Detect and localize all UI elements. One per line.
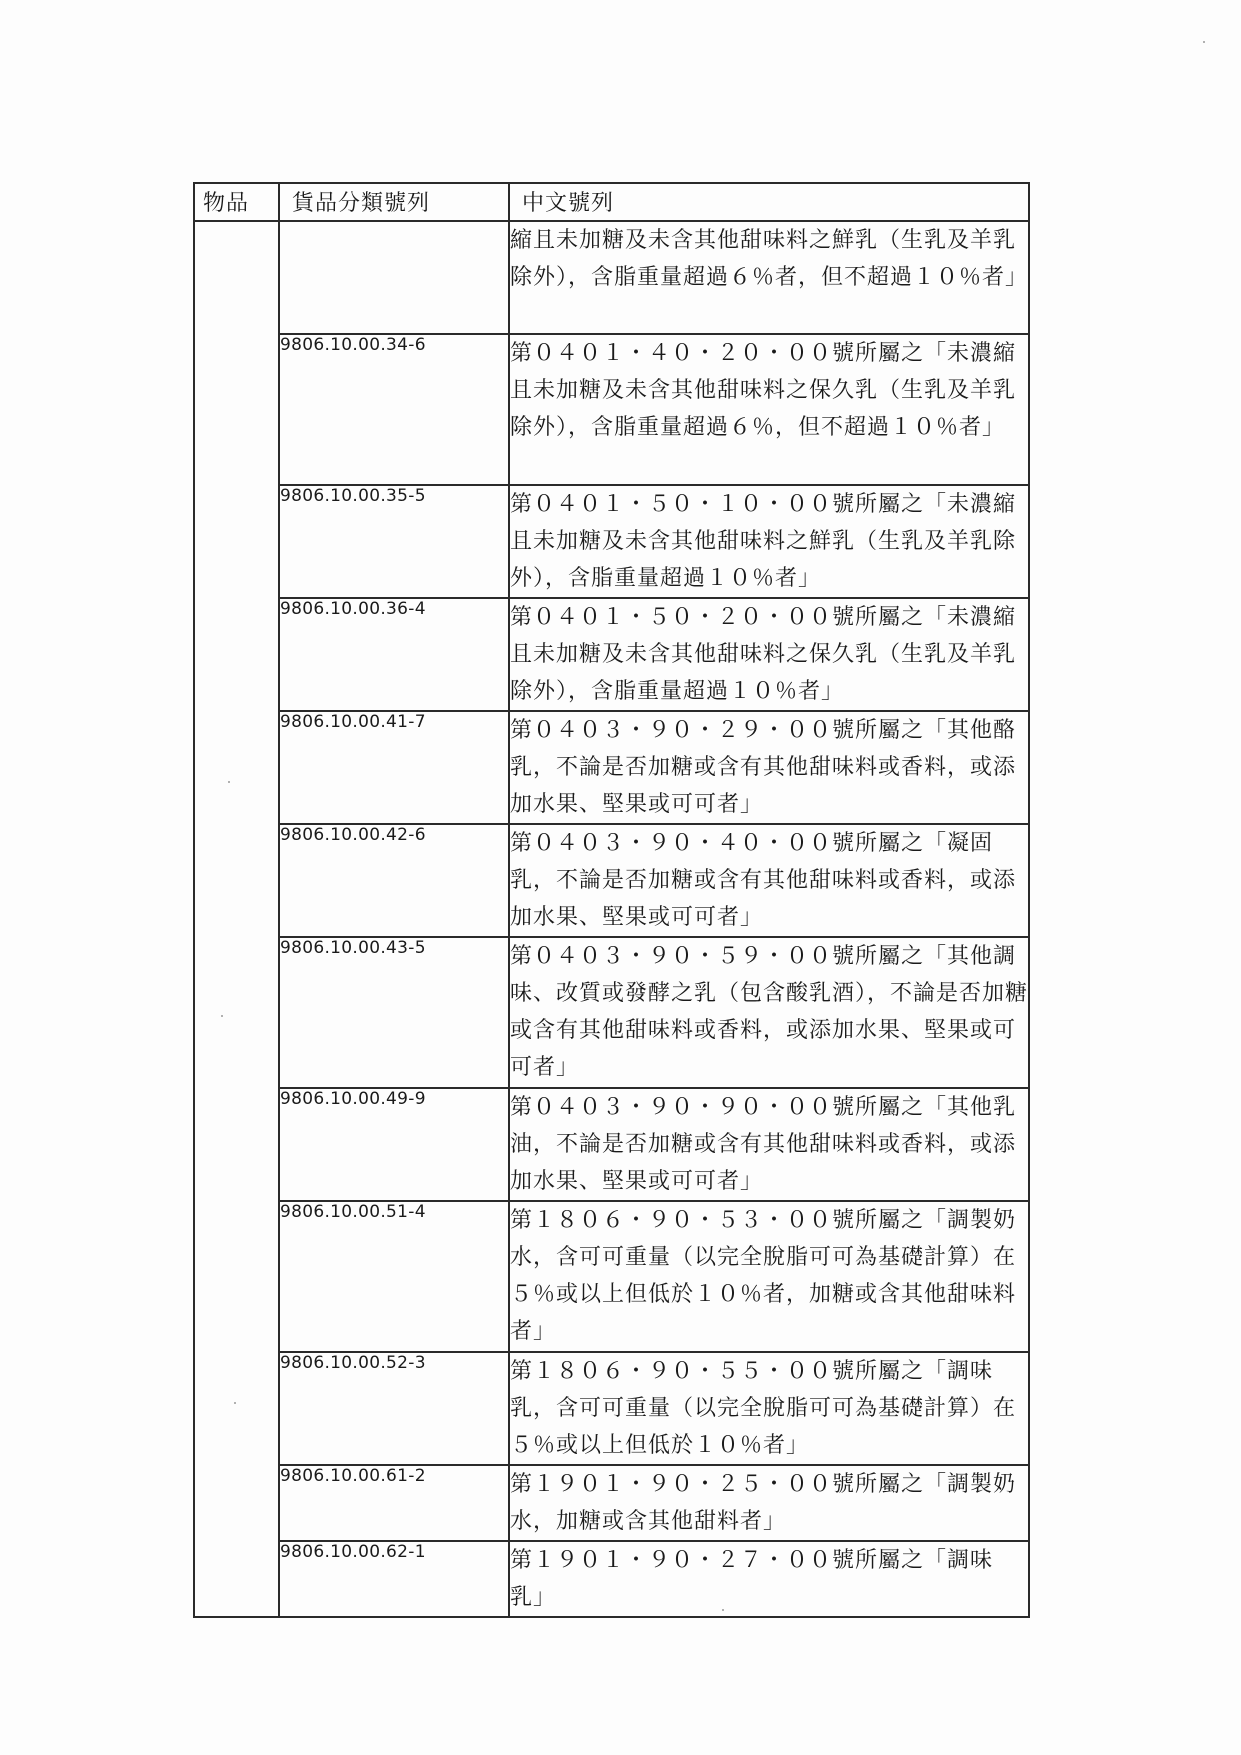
- scan-speck: [722, 1609, 724, 1611]
- description-cell: 第０４０３・９０・２９・００號所屬之「其他酪乳，不論是否加糖或含有其他甜味料或香料，或添加水果、堅果或可可者」: [509, 711, 1029, 824]
- description-cell: 第１９０１・９０・２７・００號所屬之「調味乳」: [509, 1541, 1029, 1617]
- code-cell: 9806.10.00.52-3: [279, 1352, 509, 1465]
- table-row: [194, 1465, 1029, 1541]
- scan-speck: [221, 1015, 223, 1017]
- table-row: [194, 1541, 1029, 1617]
- code-cell: 9806.10.00.35-5: [279, 485, 509, 598]
- description-cell: 第０４０３・９０・９０・００號所屬之「其他乳油，不論是否加糖或含有其他甜味料或香料，或添加水果、堅果或可可者」: [509, 1088, 1029, 1201]
- tariff-table: [193, 182, 1030, 1618]
- scan-speck: [228, 781, 230, 783]
- description-cell: 第０４０３・９０・５９・００號所屬之「其他調味、改質或發酵之乳（包含酸乳酒），不論是否加糖或含有其他甜味料或香料，或添加水果、堅果或可可者」: [509, 937, 1029, 1088]
- description-cell: 第１８０６・９０・５３・００號所屬之「調製奶水，含可可重量（以完全脫脂可可為基礎計算）在５％或以上但低於１０％者，加糖或含其他甜味料者」: [509, 1201, 1029, 1352]
- table-header: [194, 183, 1029, 221]
- table-row: [194, 334, 1029, 485]
- code-cell: 9806.10.00.51-4: [279, 1201, 509, 1352]
- description-cell: 第０４０１・５０・２０・００號所屬之「未濃縮且未加糖及未含其他甜味料之保久乳（生乳及羊乳除外），含脂重量超過１０％者」: [509, 598, 1029, 711]
- description-cell: 縮且未加糖及未含其他甜味料之鮮乳（生乳及羊乳除外），含脂重量超過６％者，但不超過１０％者」: [509, 221, 1029, 334]
- table-row: [194, 1201, 1029, 1352]
- code-cell: [279, 221, 509, 334]
- description-cell: 第０４０１・５０・１０・００號所屬之「未濃縮且未加糖及未含其他甜味料之鮮乳（生乳及羊乳除外），含脂重量超過１０％者」: [509, 485, 1029, 598]
- code-cell: 9806.10.00.36-4: [279, 598, 509, 711]
- table-row: [194, 485, 1029, 598]
- table-row: [194, 824, 1029, 937]
- description-cell: 第０４０１・４０・２０・００號所屬之「未濃縮且未加糖及未含其他甜味料之保久乳（生乳及羊乳除外），含脂重量超過６％，但不超過１０％者」: [509, 334, 1029, 485]
- description-cell: 第１８０６・９０・５５・００號所屬之「調味乳，含可可重量（以完全脫脂可可為基礎計算）在５％或以上但低於１０％者」: [509, 1352, 1029, 1465]
- header-description: 中文號列: [509, 183, 1029, 221]
- table-row: [194, 937, 1029, 1088]
- code-cell: 9806.10.00.34-6: [279, 334, 509, 485]
- code-cell: 9806.10.00.61-2: [279, 1465, 509, 1541]
- description-cell: 第０４０３・９０・４０・００號所屬之「凝固乳，不論是否加糖或含有其他甜味料或香料，或添加水果、堅果或可可者」: [509, 824, 1029, 937]
- code-cell: 9806.10.00.43-5: [279, 937, 509, 1088]
- table-row: [194, 221, 1029, 334]
- description-cell: 第１９０１・９０・２５・００號所屬之「調製奶水，加糖或含其他甜料者」: [509, 1465, 1029, 1541]
- header-item: 物品: [194, 183, 279, 221]
- item-cell: [194, 221, 279, 1617]
- code-cell: 9806.10.00.62-1: [279, 1541, 509, 1617]
- scan-speck: [1203, 41, 1205, 43]
- scan-speck: [234, 1402, 236, 1404]
- table-row: [194, 711, 1029, 824]
- code-cell: 9806.10.00.41-7: [279, 711, 509, 824]
- table-row: [194, 1088, 1029, 1201]
- header-code: 貨品分類號列: [279, 183, 509, 221]
- code-cell: 9806.10.00.49-9: [279, 1088, 509, 1201]
- code-cell: 9806.10.00.42-6: [279, 824, 509, 937]
- table-row: [194, 1352, 1029, 1465]
- table-row: [194, 598, 1029, 711]
